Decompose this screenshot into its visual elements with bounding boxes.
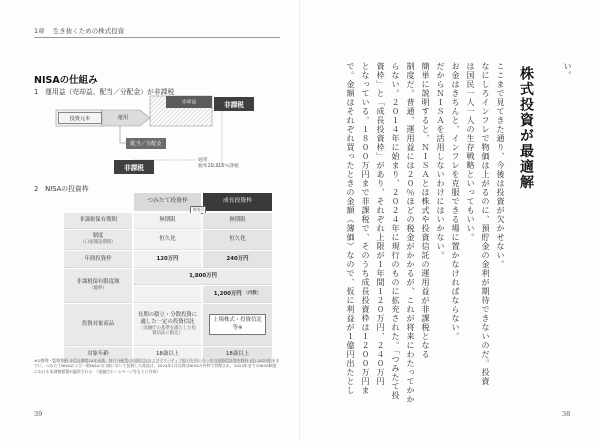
header-growth: 成長投資枠 (203, 193, 272, 211)
cell-age-b: 18歳以上 (203, 347, 272, 363)
cell-limit-a-empty (134, 286, 201, 303)
section-title: NISAの仕組み (34, 75, 98, 86)
text-column-12: で。金額はそれぞれ買ったときの金額（簿価）なので、仮に利益が１億円出たとし (346, 62, 357, 395)
cell-limit-total: 1,800万円 (134, 269, 272, 285)
text-column-9: らない。２０１４年に始まり、２０２４年に現行のものに拡充された。「つみたて投 (391, 62, 402, 400)
row-label-age: 対象年齢 (64, 347, 132, 363)
cell-period-b: 無期限 (203, 213, 272, 229)
page-number-left: 39 (34, 410, 43, 418)
concurrent-use-badge: 併用可 (190, 206, 206, 214)
text-column-2: ここまで見てきた通り、今後は投資が欠かせない。 (496, 62, 507, 269)
cell-period-a: 無期限 (134, 213, 201, 229)
row-label-period: 非課税保有期間 (64, 213, 132, 229)
chapter-title: 生き抜くための株式投資 (52, 27, 125, 35)
row-label-limit: 非課税保有限度額 （総枠） (64, 269, 132, 303)
text-column-8: 制度だ。普通、運用益には２０％ほどの税金がかかるが、これが将来にわたってかか (406, 62, 417, 404)
cell-annual-b: 240万円 (203, 251, 272, 268)
text-column-6: だからＮＩＳＡを活用しないわけにはいかない。 (436, 62, 447, 260)
subheading-investment-quota: 2 NISAの投資枠 (34, 185, 89, 193)
chapter-heading: 株式投資が最適解 (518, 66, 534, 190)
row-label-system: 制度 （口座開設期間） (64, 230, 132, 250)
cell-system-a: 恒久化 (134, 230, 201, 250)
normal-tax-note-line2: 税率20.315％課税 (198, 164, 239, 170)
row-label-products: 投資対象商品 (64, 304, 132, 346)
header-tsumitate: つみたて投資枠 (134, 193, 201, 211)
text-column-3: なにしろインフレで物価は上がるのに、預貯金の金利が期待できないのだ。投資 (481, 62, 492, 386)
row-label-annual: 年間投資枠 (64, 251, 132, 268)
normal-tax-note-line1: 通常 (198, 158, 208, 163)
operation-label: 運用 (117, 115, 129, 121)
normal-tax-note (198, 158, 268, 170)
cell-age-a: 18歳以上 (134, 347, 201, 363)
text-column-5: お金はきちんと、インフレを克服できる場に置かなければならない。 (451, 62, 462, 341)
cell-products-a: 長期の積立・分散投資に適した一定の投資信託 （金融庁の基準を満たした投資信託に限定） (134, 304, 201, 346)
subheading-tax-free-gains: 1 運用益（売却益、配当／分配金）が非課税 (34, 88, 175, 96)
dividends-tag: 配当／分配金 (126, 138, 166, 149)
footnote: ※①整理・監理銘柄 ②信託期間20年未満、毎月分配型の投資信託およびデリバティブ取引を用いた一定の投資信託等を除外 (注) 2023年末までに、つみたてNISAおよび一般NISAの口座において投資した商品は、2024年1月以降はNISAの外枠で管理され、2023年までのNISA制度における非課税措置が適用される （金融庁ホームページをもとに作成） (34, 358, 280, 374)
tax-free-badge-top: 非課税 (214, 97, 254, 111)
chapter-number: 1章 (34, 27, 45, 35)
text-column-11: となっている。１８００万円まで非課税で、そのうち成長投資枠は１２００万円ま (361, 62, 372, 395)
investment-principal-label: 投資元本 (58, 112, 102, 124)
right-page (300, 0, 600, 441)
text-column-10: 資枠」と「成長投資枠」があり、それぞれ上限が１年間１２０万円、２４０万円 (376, 62, 387, 386)
sale-profit-label: 売却益 (181, 100, 197, 105)
cell-products-b: 上場株式・投資信託等※ (203, 304, 272, 346)
cell-annual-a: 120万円 (134, 251, 201, 268)
text-column-1: い。 (563, 62, 574, 80)
cell-system-b: 恒久化 (203, 230, 272, 250)
page-number-right: 38 (562, 410, 571, 418)
text-column-7: 簡単に説明すると、ＮＩＳＡとは株式や投資信託の運用益が非課税となる (421, 62, 432, 359)
tax-free-badge-bottom: 非課税 (114, 160, 154, 174)
diagram-arrows (0, 0, 300, 180)
text-column-4: は国民一人一人の生存戦略といってもいい。 (466, 62, 477, 242)
cell-limit-growth: 1,200万円 （内数） (203, 286, 272, 303)
